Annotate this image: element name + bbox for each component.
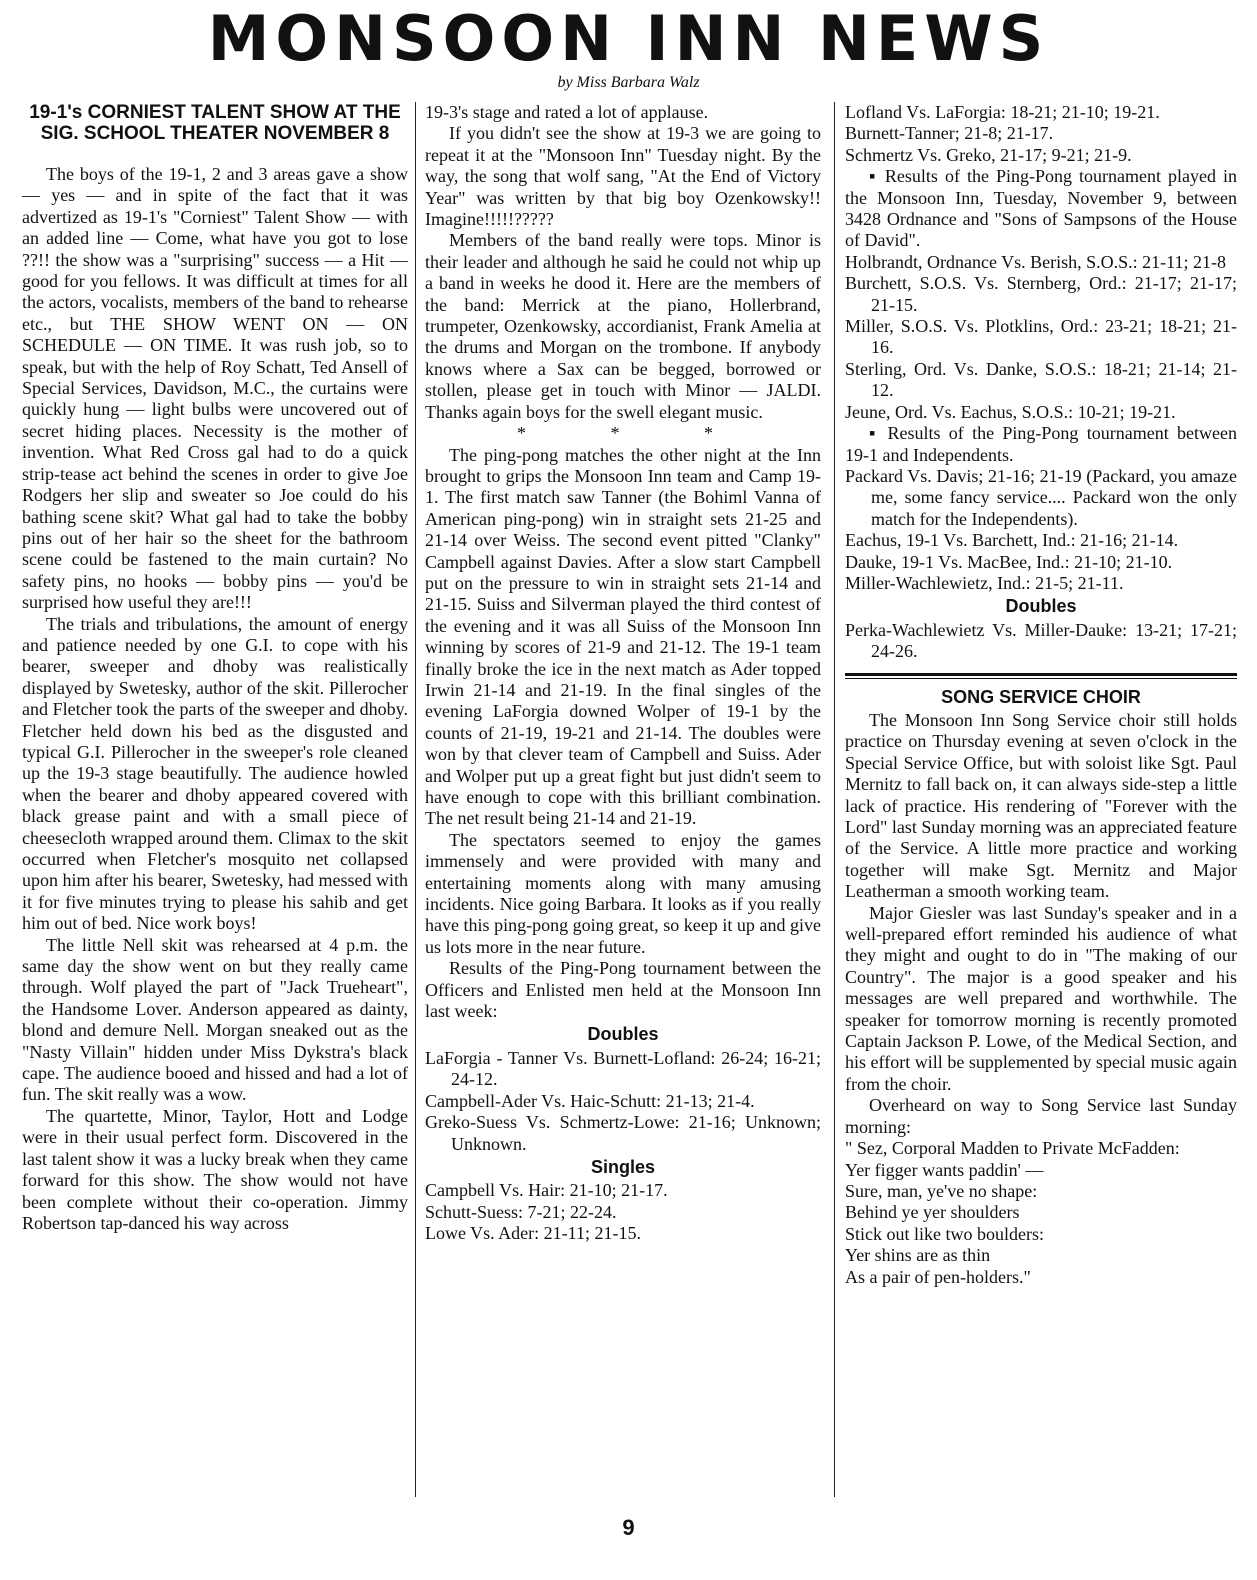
article-paragraph: Results of the Ping-Pong tournament between the Officers and Enlisted men held at the Monsoon Inn last week:	[425, 958, 821, 1022]
article-paragraph: The trials and tribulations, the amount of energy and patience needed by one G.I. to cope with his bearer, sweeper and dhoby was realistically displayed by Swetesky, author of the skit. Pillerocher and Fletcher took the parts of the sweeper and dhoby. Fletcher held down his bed as the disgusted and typical G.I. Pillerocher in the sweeper's role cleaned up the 19-3 stage beautifully. The audience howled when the bearer and dhoby appeared covered with black grease paint and with a small piece of cheesecloth wrapped around them. Climax to the skit occurred when Fletcher's mosquito net collapsed upon him after his bearer, Swetesky, had messed with it for five minutes trying to please his sahib and get him out of bed. Nice work boys!	[22, 613, 409, 934]
article-paragraph: The little Nell skit was rehearsed at 4 p.m. the same day the show went on but they really came through. Wolf played the part of "Jack Trueheart", the Handsome Lover. Anderson appeared as dainty, blond and demure Nell. Morgan sneaked out as the "Nasty Villain" hidden under Miss Dykstra's black cape. The audience booed and hissed and had a lot of fun. The skit really was a wow.	[22, 934, 408, 1105]
doubles-heading: Doubles	[1005, 596, 1077, 617]
section-rule	[845, 673, 1237, 679]
poem-line: Yer shins are as thin	[845, 1245, 991, 1266]
result-line: Campbell Vs. Hair: 21-10; 21-17.	[425, 1180, 668, 1201]
article-paragraph: The ping-pong matches the other night at the Inn brought to grips the Monsoon Inn team and Camp 19-1. The first match saw Tanner (the Bohiml Vanna of American ping-pong) win in straight sets 21-25 and 21-14 over Weiss. The second event pitted "Clanky" Campbell against Davies. After a slow start Campbell put on the pressure to win in straight sets 21-14 and 21-15. Suiss and Silverman played the third contest of the evening and it was all Suiss of the Monsoon Inn winning by scores of 21-9 and 21-12. The 19-1 team finally broke the ice in the next match as Ader topped Irwin 21-14 and 21-19. In the final singles of the evening LaForgia downed Wolper of 19-1 by the counts of 21-19, 19-21 and 21-14. The doubles were won by that clever team of Campbell and Suiss. Ader and Wolper put up a great fight but just didn't seem to have enough to cope with this brilliant combination. The net result being 21-14 and 21-19.	[425, 444, 821, 829]
result-line: Sterling, Ord. Vs. Danke, S.O.S.: 18-21; 21-14; 21-12.	[845, 358, 1237, 401]
article-paragraph: If you didn't see the show at 19-3 we are going to repeat it at the "Monsoon Inn" Tuesday night. By the way, the song that wolf sang, "At the End of Victory Year" was written by that big boy Ozenkowsky!! Imagine!!!!!?????	[425, 123, 821, 230]
column-3	[845, 102, 1237, 1288]
result-line: Miller, S.O.S. Vs. Plotklins, Ord.: 23-21; 18-21; 21-16.	[845, 316, 1237, 358]
result-line: Eachus, 19-1 Vs. Barchett, Ind.: 21-16; 21-14.	[845, 530, 1179, 551]
result-line: Dauke, 19-1 Vs. MacBee, Ind.: 21-10; 21-10.	[845, 551, 1173, 572]
poem-line: " Sez, Corporal Madden to Private McFadden:	[845, 1138, 1180, 1159]
byline: by Miss Barbara Walz	[557, 74, 700, 91]
poem-line: Yer figger wants paddin' —	[845, 1159, 1044, 1180]
result-line: Packard Vs. Davis; 21-16; 21-19 (Packard, you amaze me, some fancy service.... Packard won the only match for the Independents).	[845, 465, 1237, 529]
talent-show-headline: 19-1's CORNIEST TALENT SHOW AT THE SIG. SCHOOL THEATER NOVEMBER 8	[29, 102, 401, 144]
article-paragraph: ▪ Results of the Ping-Pong tournament between 19-1 and Independents.	[845, 423, 1237, 465]
result-line: Schmertz Vs. Greko, 21-17; 9-21; 21-9.	[845, 144, 1132, 165]
article-paragraph: 19-3's stage and rated a lot of applause.	[425, 102, 709, 122]
article-paragraph: Overheard on way to Song Service last Sunday morning:	[845, 1095, 1237, 1137]
section-separator: * * *	[517, 423, 753, 444]
column-divider	[415, 102, 416, 1497]
result-line: Burnett-Tanner; 21-8; 21-17.	[845, 123, 1054, 144]
result-line: Jeune, Ord. Vs. Eachus, S.O.S.: 10-21; 19-21.	[845, 401, 1176, 422]
masthead-title: MONSOON INN NEWS	[207, 2, 1050, 75]
result-line: Burchett, S.O.S. Vs. Sternberg, Ord.: 21-17; 21-17; 21-15.	[845, 273, 1237, 315]
column-2	[425, 102, 821, 1245]
article-paragraph: The spectators seemed to enjoy the games immensely and were provided with many and entertaining moments along with many amusing incidents. Nice going Barbara. It looks as if you really have this ping-pong going great, so keep it up and give us lots more in the near future.	[425, 829, 821, 957]
poem-line: Behind ye yer shoulders	[845, 1202, 1020, 1223]
article-paragraph: The boys of the 19-1, 2 and 3 areas gave a show — yes — and in spite of the fact that it was advertized as 19-1's "Corniest" Talent Show — with an added line — Come, what have you got to lose ??!! the show was a "surprising" success — a Hit — good for you fellows. It was difficult at times for all the actors, vocalists, members of the band to rehearse etc., but THE SHOW WENT ON — ON SCHEDULE — ON TIME. It was rush job, so to speak, but with the help of Roy Schatt, Ted Ansell of Special Services, Davidson, M.C., the curtains were quickly hung — light bulbs were uncovered out of secret hiding places. Necessity is the mother of invention. What Red Cross gal had to do a quick strip-tease act behind the scenes in order to give Joe Rodgers her slip and sweater so Joe could do his bathing scene skit? What gal had to take the bobby pins out of her hair so the sheet for the bathroom scene could be fastened to the main curtain? No safety pins, no hooks — bobby pins — you'd be surprised how useful they are!!!	[22, 164, 408, 613]
poem-line: Sure, man, ye've no shape:	[845, 1180, 1038, 1201]
result-line: Miller-Wachlewietz, Ind.: 21-5; 21-11.	[845, 572, 1124, 593]
column-divider	[834, 102, 835, 1497]
result-line: Campbell-Ader Vs. Haic-Schutt: 21-13; 21-4.	[425, 1090, 755, 1111]
result-line: LaForgia - Tanner Vs. Burnett-Lofland: 26-24; 16-21; 24-12.	[425, 1047, 821, 1090]
result-line: Holbrandt, Ordnance Vs. Berish, S.O.S.: 21-11; 21-8	[845, 251, 1226, 272]
result-line: Schutt-Suess: 7-21; 22-24.	[425, 1201, 617, 1222]
article-paragraph: Members of the band really were tops. Minor is their leader and although he said he could not whip up a band in weeks he dood it. Here are the members of the band: Merrick at the piano, Hollerbrand, trumpeter, Ozenkowsky, accordianist, Frank Amelia at the drums and Morgan on the trombone. If anybody knows where a Sax can be begged, borrowed or stollen, please get in touch with Minor — JALDI. Thanks again boys for the swell elegant music.	[425, 230, 821, 422]
poem-line: As a pair of pen-holders."	[845, 1266, 1031, 1287]
result-line: Greko-Suess Vs. Schmertz-Lowe: 21-16; Unknown; Unknown.	[425, 1112, 821, 1154]
column-1	[22, 102, 408, 1234]
doubles-heading: Doubles	[587, 1024, 659, 1045]
result-line: Lowe Vs. Ader: 21-11; 21-15.	[425, 1223, 641, 1244]
article-paragraph: ▪ Results of the Ping-Pong tournament played in the Monsoon Inn, Tuesday, November 9, between 3428 Ordnance and "Sons of Sampsons of the House of David".	[845, 166, 1237, 251]
result-line: Lofland Vs. LaForgia: 18-21; 21-10; 19-21.	[845, 102, 1160, 122]
result-line: Perka-Wachlewietz Vs. Miller-Dauke: 13-21; 17-21; 24-26.	[845, 619, 1237, 662]
poem-line: Stick out like two boulders:	[845, 1223, 1044, 1244]
article-paragraph: Major Giesler was last Sunday's speaker and in a well-prepared effort reminded his audience of what they might and ought to do in "The making of our Country". The major is a good speaker and his messages are well prepared and worthwhile. The speaker for tomorrow morning is recently promoted Captain Jackson P. Lowe, of the Medical Section, and his effort will be supplemented by special music again from the choir.	[845, 902, 1237, 1094]
article-paragraph: The quartette, Minor, Taylor, Hott and Lodge were in their usual perfect form. Discovered in the last talent show it was a lucky break when they came forward for this show. The show would not have been complete without their co-operation. Jimmy Robertson tap-danced his way across	[22, 1105, 408, 1233]
article-paragraph: The Monsoon Inn Song Service choir still holds practice on Thursday evening at seven o'clock in the Special Service Office, but with soloist like Sgt. Paul Mernitz to fall back on, it can always side-step a little lack of practice. His rendering of "Forever with the Lord" last Sunday morning was an appreciated feature of the Service. A little more practice and working together will make Sgt. Mernitz and Major Leatherman a smooth working team.	[845, 709, 1237, 902]
page-number: 9	[622, 1515, 635, 1540]
choir-headline: SONG SERVICE CHOIR	[941, 686, 1141, 707]
singles-heading: Singles	[590, 1156, 656, 1177]
